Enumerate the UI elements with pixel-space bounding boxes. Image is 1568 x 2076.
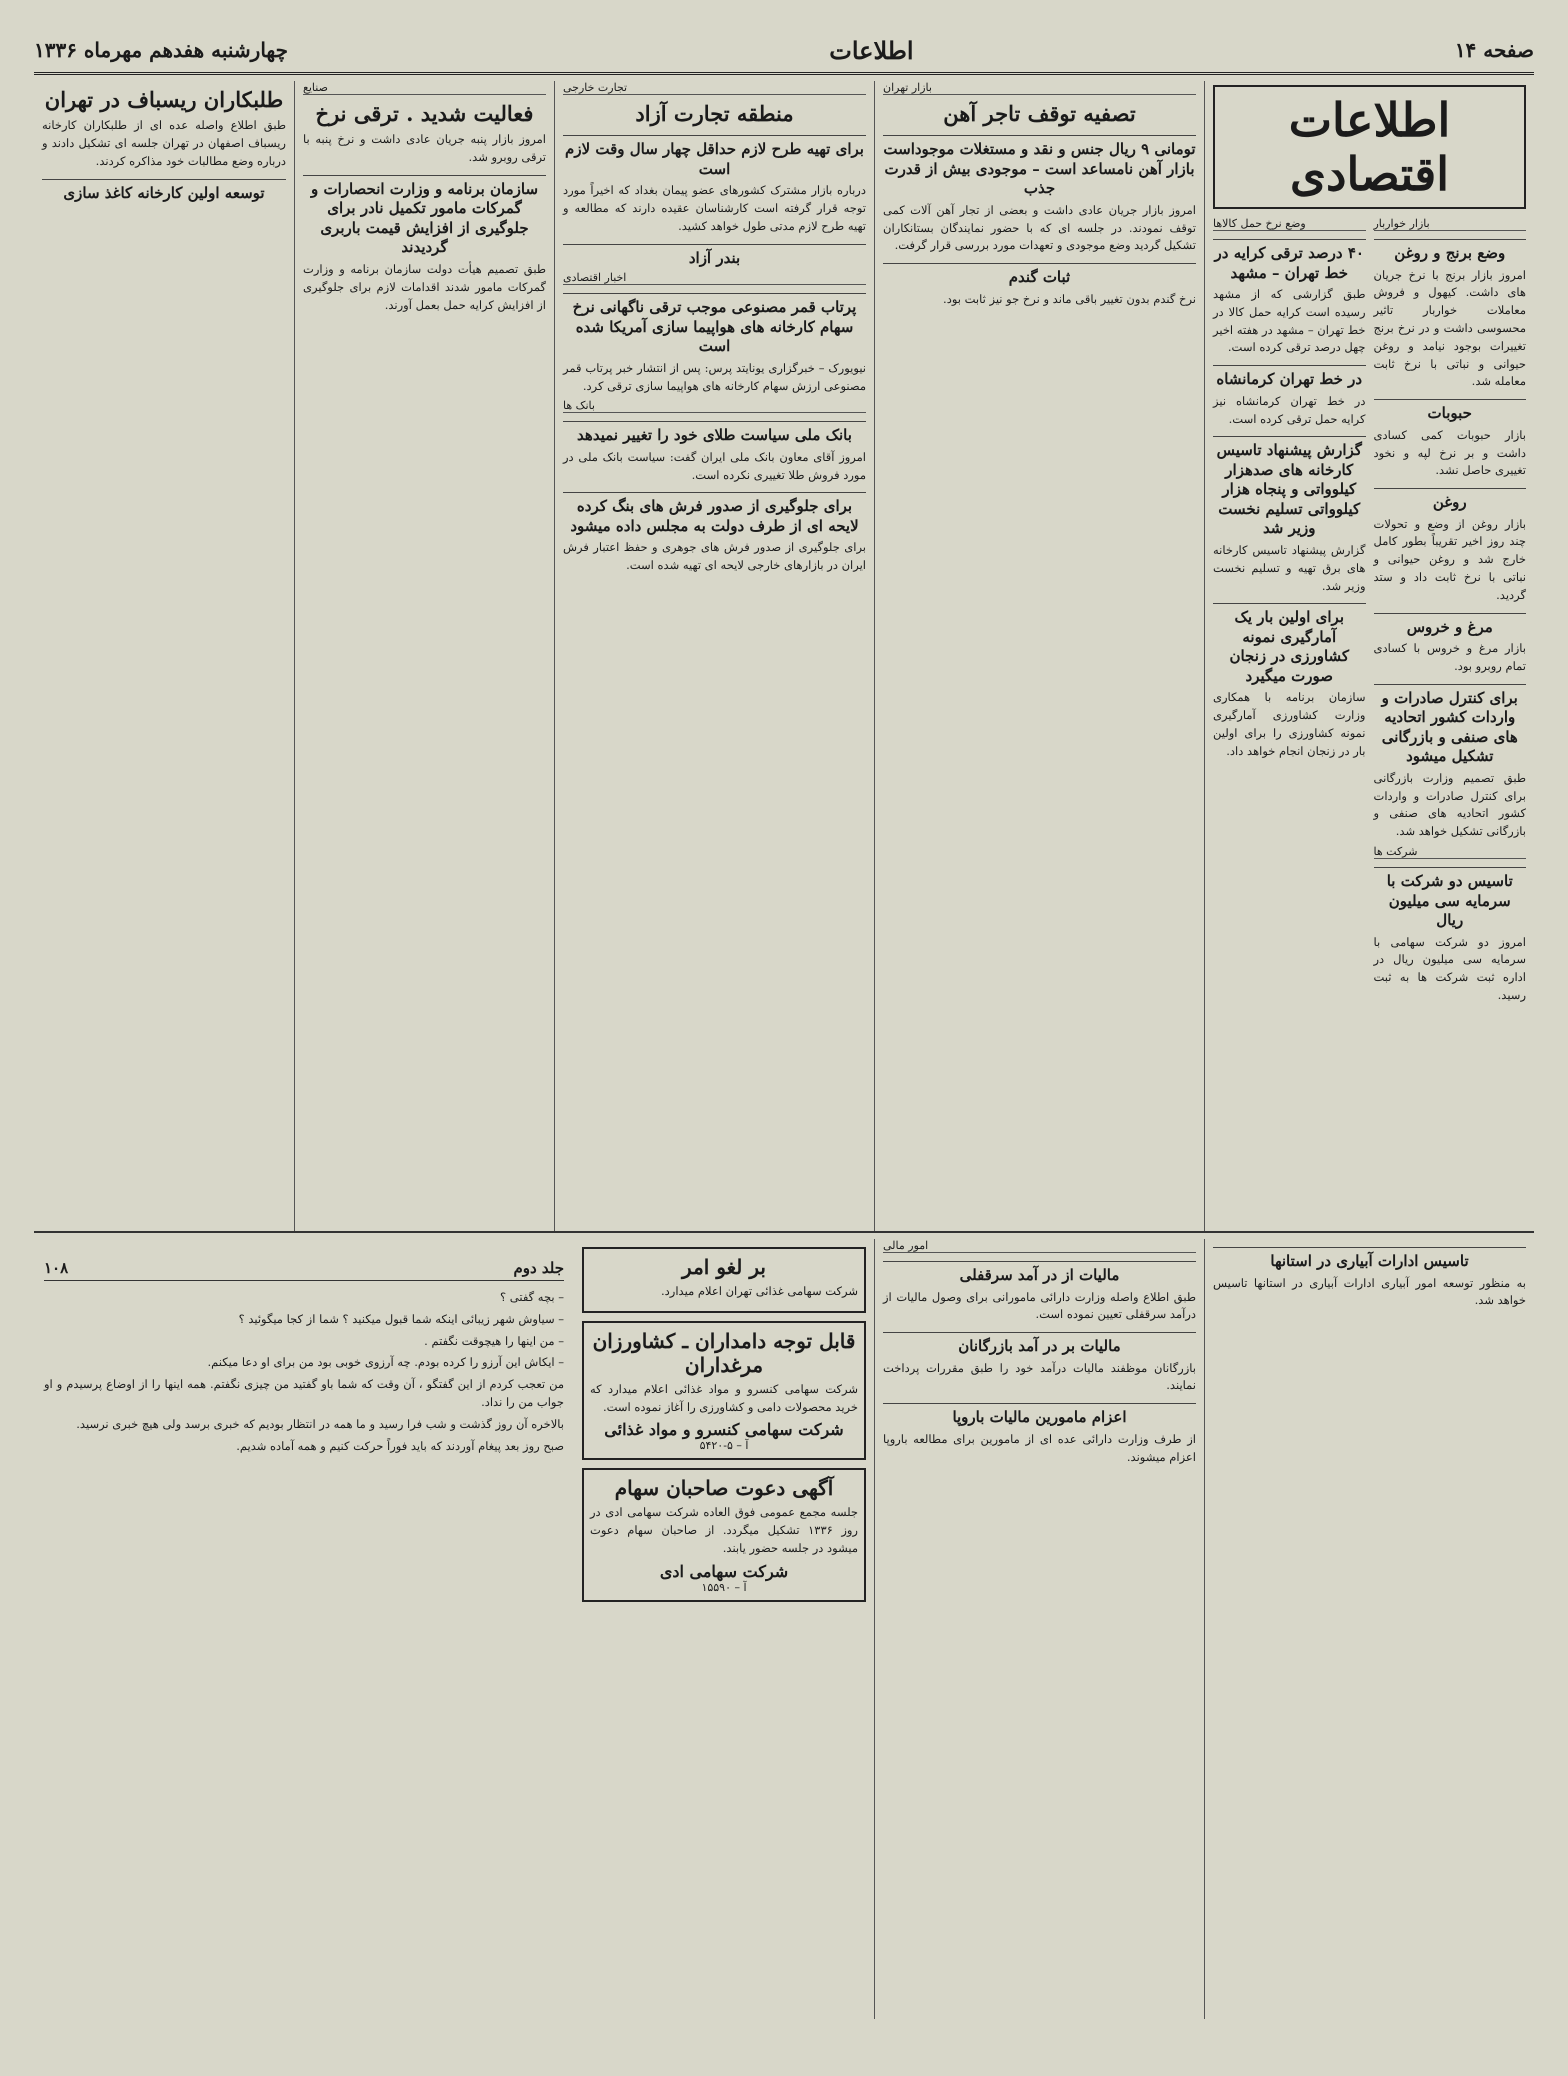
subheadline: توسعه اولین کارخانه کاغذ سازی: [42, 179, 286, 204]
serial-paragraph: – سیاوش شهر زیبائی اینکه شما قبول میکنید ؟ شما از کجا میگوئید ؟: [238, 1311, 564, 1326]
serial-number: ۱۰۸: [44, 1259, 69, 1277]
ad-text: شرکت سهامی غذائی تهران اعلام میدارد.: [661, 1284, 858, 1298]
section-tag: شرکت ها: [1374, 845, 1527, 859]
article-text: بازار روغن از وضع و تحولات چند روز اخیر تقریباً بطور کامل خارج شد و روغن حیوانی و نباتی با نرخ ثابت داد و ستد گردید.: [1373, 516, 1526, 602]
article-text: نیویورک – خبرگزاری یونایتد پرس: پس از انتشار خبر پرتاب قمر مصنوعی ارزش سهام کارخانه های هواپیما سازی ترقی کرد.: [563, 360, 866, 393]
headline: وضع برنج و روغن: [1374, 239, 1527, 264]
article-text: امروز دو شرکت سهامی با سرمایه سی میلیون ریال در اداره ثبت شرکت ها به ثبت رسید.: [1373, 934, 1526, 1002]
headline: تاسیس دو شرکت با سرمایه سی میلیون ریال: [1374, 867, 1527, 931]
serial-header: [44, 1259, 564, 1281]
headline: مالیات بر در آمد بازرگانان: [883, 1332, 1196, 1357]
headline: سازمان برنامه و وزارت انحصارات و گمرکات مامور تکمیل نادر برای جلوگیری از افزایش قیمت باربری گردیدند: [303, 175, 546, 258]
ad-title: بر لغو امر: [682, 1255, 766, 1279]
headline: طلبکاران ریسباف در تهران: [44, 87, 284, 112]
headline: روغن: [1374, 488, 1527, 513]
article-text: امروز بازار جریان عادی داشت و بعضی از تجار آهن آلات کمی توقف نمودند. در جلسه ای که با حضور نمایندگان بستانکاران تشکیل گردید وضع موجودی و تعهدات مورد بررسی قرار گرفت.: [883, 202, 1196, 253]
bottom-section: [34, 1239, 1534, 2019]
ad-code: آ – ۵-۵۴۲۰: [699, 1439, 749, 1453]
subheadline: تومانی ۹ ریال جنس و نقد و مستغلات موجوداست بازار آهن نامساعد است – موجودی بیش از قدرت جذب: [883, 135, 1196, 199]
section-tag: بازار تهران: [883, 81, 1196, 95]
ad-meeting: [582, 1468, 866, 1601]
article-text: طبق اطلاع واصله وزارت دارائی مامورانی برای وصول مالیات از درآمد سرقفلی تعیین نموده است.: [883, 1289, 1196, 1322]
headline: برای اولین بار یک آمارگیری نمونه کشاورزی در زنجان صورت میگیرد: [1213, 603, 1366, 686]
article-text: طبق تصمیم هیأت دولت سازمان برنامه و وزارت گمرکات مامور شدند اقدامات لازم برای جلوگیری از افزایش کرایه حمل بعمل آورند.: [303, 261, 546, 312]
headline: اعزام مامورین مالیات باروپا: [883, 1403, 1196, 1428]
column-finance: [874, 1239, 1204, 2019]
top-columns: [34, 81, 1534, 1233]
serial-paragraph: – من اینها را هیچوقت نگفتم .: [424, 1333, 564, 1348]
headline: تاسیس ادارات آبیاری در استانها: [1213, 1247, 1526, 1272]
headline: بندر آزاد: [563, 244, 866, 269]
serial-label: جلد دوم: [513, 1259, 564, 1277]
ad-title: آگهی دعوت صاحبان سهام: [614, 1476, 834, 1501]
economic-left: [1213, 217, 1366, 1009]
bottom-columns: [574, 1239, 1534, 2019]
paper-name: اطلاعات: [829, 35, 914, 65]
section-tag: تجارت خارجی: [563, 81, 866, 95]
ad-notice: [582, 1321, 866, 1461]
column-industries: [34, 81, 294, 1231]
article-text: طبق اطلاع واصله عده ای از طلبکاران کارخانه ریسباف اصفهان در تهران جلسه ای تشکیل دادند و درباره وضع مطالبات خود مذاکره کردند.: [42, 118, 286, 168]
section-tag: بازار خواربار: [1374, 217, 1527, 231]
article-text: امروز آقای معاون بانک ملی ایران گفت: سیاست بانک ملی در مورد فروش طلا تغییری نکرده است.: [563, 449, 866, 482]
section-tag: اخبار اقتصادی: [563, 271, 866, 285]
headline: بانک ملی سیاست طلای خود را تغییر نمیدهد: [563, 421, 866, 446]
serial-paragraph: من تعجب کردم از این گفتگو ، آن وقت که شما باو گفتید من چیزی نگفتم. همه اینها را از اوضاع پرسیدم و او جواب من را نداد.: [44, 1377, 564, 1410]
headline: برای جلوگیری از صدور فرش های بنگ کرده لایحه ای از طرف دولت به مجلس داده میشود: [563, 492, 866, 536]
headline: ۴۰ درصد ترقی کرایه در خط تهران – مشهد: [1213, 239, 1366, 283]
serial-story: [34, 1239, 574, 2019]
column-ads: [574, 1239, 874, 2019]
section-title: اطلاعات اقتصادی: [1213, 85, 1526, 209]
article-text: برای جلوگیری از صدور فرش های جوهری و حفظ اعتبار فرش ایران در بازارهای خارجی لایحه ای تهیه شده است.: [563, 540, 866, 573]
headline: برای کنترل صادرات و واردات کشور اتحادیه های صنفی و بازرگانی تشکیل میشود: [1374, 684, 1527, 767]
issue-date: چهارشنبه هفدهم مهرماه ۱۳۳۶: [34, 38, 289, 62]
article-text: سازمان برنامه با همکاری وزارت کشاورزی آمارگیری نمونه کشاورزی را برای اولین بار در زنجان انجام خواهد داد.: [1213, 690, 1366, 758]
column-activity: [294, 81, 554, 1231]
article-text: از طرف وزارت دارائی عده ای از مامورین برای مطالعه باروپا اعزام میشوند.: [883, 1431, 1196, 1464]
serial-paragraph: صبح روز بعد پیغام آوردند که باید فوراً حرکت کنیم و همه آماده شدیم.: [236, 1438, 564, 1453]
economic-subcols: [1213, 217, 1526, 1009]
column-economic: [1204, 81, 1534, 1231]
subheadline: برای تهیه طرح لازم حداقل چهار سال وقت لازم است: [563, 135, 866, 179]
headline: در خط تهران کرمانشاه: [1213, 365, 1366, 390]
article-text: امروز بازار برنج با نرخ جریان های داشت. کیهول و فروش معاملات خواربار تاثیر محسوسی داشت و در نرخ برنج تغییرات بوجود نیامد و روغن حیوانی و نباتی با نرخ ثابت معامله شد.: [1373, 267, 1526, 389]
headline: حبوبات: [1374, 399, 1527, 424]
headline: مالیات از در آمد سرقفلی: [883, 1261, 1196, 1286]
article-text: در خط تهران کرمانشاه نیز کرایه حمل ترقی کرده است.: [1213, 393, 1366, 426]
newspaper-page: [34, 28, 1534, 2018]
column-foreign-trade: [554, 81, 874, 1231]
ad-signature: شرکت سهامی ادی: [659, 1561, 789, 1581]
section-tag: وضع نرخ حمل کالاها: [1213, 217, 1366, 231]
economic-right: [1374, 217, 1527, 1009]
article-text: طبق گزارشی که از مشهد رسیده است کرایه حمل کالا در خط تهران – مشهد در هفته اخیر چهل درصد ترقی کرده است.: [1213, 287, 1366, 355]
article-text: به منظور توسعه امور آبیاری ادارات آبیاری در استانها تاسیس خواهد شد.: [1213, 1275, 1526, 1308]
article-text: امروز بازار پنبه جریان عادی داشت و نرخ پنبه با ترقی روبرو شد.: [303, 132, 546, 165]
article-text: بازار حبوبات کمی کسادی داشت و بر نرخ لپه و نخود تغییری حاصل نشد.: [1373, 427, 1526, 478]
column-agri: [1204, 1239, 1534, 2019]
headline: ثبات گندم: [883, 263, 1196, 288]
article-text: بازرگانان موظفند مالیات درآمد خود را طبق مقررات پرداخت نمایند.: [883, 1360, 1196, 1393]
ad-signature: شرکت سهامی کنسرو و مواد غذائی: [604, 1420, 844, 1440]
headline: منطقه تجارت آزاد: [635, 101, 794, 126]
section-tag: بانک ها: [563, 399, 866, 413]
serial-paragraph: – ایکاش این آرزو را کرده بودم. چه آرزوی خوبی بود من برای او دعا میکنم.: [207, 1355, 564, 1370]
article-text: گزارش پیشنهاد تاسیس کارخانه های برق تهیه و تسلیم نخست وزیر شد.: [1213, 542, 1366, 593]
headline: مرغ و خروس: [1374, 613, 1527, 638]
serial-paragraph: – بچه گفتی ؟: [500, 1290, 564, 1304]
ad-rice: [582, 1247, 866, 1313]
article-text: درباره بازار مشترک کشورهای عضو پیمان بغداد که اخیراً مورد توجه قرار گرفته است کارشناسان عقیده دارند که مطالعه و تهیه طرح لازم مدتی طول خواهد کشید.: [563, 183, 866, 233]
headline: گزارش پیشنهاد تاسیس کارخانه های صدهزار کیلوواتی و پنجاه هزار کیلوواتی تسلیم نخست وزیر شد: [1213, 436, 1366, 539]
ad-text: شرکت سهامی کنسرو و مواد غذائی اعلام میدارد که خرید محصولات دامی و کشاورزی را آغاز نموده است.: [590, 1381, 858, 1414]
article-text: نرخ گندم بدون تغییر باقی ماند و نرخ جو نیز ثابت بود.: [943, 291, 1196, 306]
column-tehran-bazaar: [874, 81, 1204, 1231]
page-number: صفحه ۱۴: [1454, 38, 1534, 62]
page-header: [34, 28, 1534, 75]
ad-code: آ – ۱۵۵۹۰: [701, 1580, 747, 1594]
ad-title: قابل توجه دامداران ـ کشاورزان مرغداران: [592, 1328, 856, 1377]
article-text: طبق تصمیم وزارت بازرگانی برای کنترل صادرات و واردات کشور اتحادیه های صنفی و بازرگانی تشکیل خواهد شد.: [1373, 770, 1526, 839]
ad-text: جلسه مجمع عمومی فوق العاده شرکت سهامی ادی در روز ۱۳۳۶ تشکیل میگردد. از صاحبان سهام دعوت میشود در جلسه حضور یابند.: [590, 1505, 858, 1556]
section-tag: امور مالی: [883, 1239, 1196, 1253]
headline: تصفیه توقف تاجر آهن: [943, 101, 1136, 126]
serial-paragraph: بالاخره آن روز گذشت و شب فرا رسید و ما همه در انتظار بودیم که خبری برسد ولی هیچ خبری نرسید.: [76, 1416, 564, 1431]
article-text: بازار مرغ و خروس با کسادی تمام روبرو بود.: [1373, 641, 1526, 673]
headline: فعالیت شدید . ترقی نرخ: [315, 101, 534, 126]
headline: پرتاب قمر مصنوعی موجب ترقی ناگهانی نرخ سهام کارخانه های هواپیما سازی آمریکا شده است: [563, 293, 866, 357]
section-tag: صنایع: [303, 81, 546, 95]
